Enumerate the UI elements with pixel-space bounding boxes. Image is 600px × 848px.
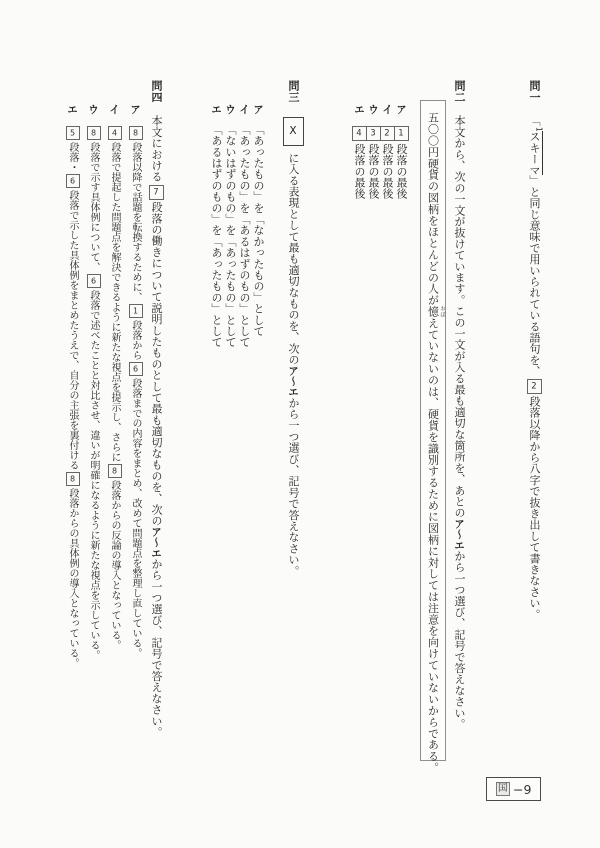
q4-option-u-label: ウ — [87, 104, 99, 115]
q4-option-u — [85, 104, 101, 660]
question-2-label: 問二 — [453, 80, 466, 103]
question-4-text: 本文における7段落の働きについて説明したものとして最も適切なものを、次のア〜エから一つ選び、記号で答えなさい。 — [150, 115, 163, 738]
q3-option-i-label: イ — [238, 104, 250, 115]
q2-option-e-text: 4段落の最後 — [353, 124, 366, 199]
question-3-label: 問三 — [287, 80, 300, 103]
question-4 — [147, 80, 165, 738]
q4-option-a-label: ア — [129, 104, 141, 115]
subject-mark: 国 — [496, 782, 511, 796]
question-3-text: Xに入る表現として最も適切なものを、次のア〜エから一つ選び、記号で答えなさい。 — [287, 115, 300, 576]
q4-option-e-label: エ — [66, 104, 78, 115]
question-2 — [450, 80, 468, 730]
question-1-label: 問一 — [528, 80, 541, 103]
q2-option-e-label: エ — [353, 104, 365, 115]
q4-option-a — [127, 104, 143, 658]
q3-option-a-text: 「あったもの」を「なかったもの」として — [252, 123, 265, 337]
q3-option-e-text: 「あるはずのもの」を「あったもの」として — [210, 123, 223, 348]
q3-option-e — [207, 104, 225, 348]
q4-option-i-label: イ — [108, 104, 120, 115]
question-3 — [284, 80, 302, 577]
page-number-plate — [486, 777, 541, 801]
q2-option-a-text: 1段落の最後 — [395, 124, 408, 199]
question-1-text: 「1スキーマ」と同じ意味で用いられている語句を、2段落以降から八字で抜き出して書きなさい。 — [528, 115, 544, 621]
missing-sentence-text: 五〇〇円硬貨の図柄をほとんどの人が憶 おぼえていないのは、硬貨を識別するために図柄に対しては注意を向けていないからである。 — [426, 112, 445, 774]
q4-option-a-text: 8段落以降で話題を転換するために、1段落から6段落までの内容をまとめ、改めて問題点を整理し直している。 — [130, 124, 141, 658]
q3-option-u-text: 「ないはずのもの」を「あったもの」として — [224, 123, 237, 348]
q2-option-a-label: ア — [395, 104, 407, 115]
q2-option-i-text: 2段落の最後 — [381, 124, 394, 199]
q3-option-e-label: エ — [210, 104, 222, 115]
q2-option-u-text: 3段落の最後 — [367, 124, 380, 199]
q4-option-u-text: 8段落で示す具体例について、6段落で述べたことと対比させ、違いが明確になるように新たな視点を示している。 — [88, 124, 99, 660]
q3-option-i-text: 「あったもの」を「あるはずのもの」として — [238, 123, 251, 348]
question-1 — [526, 80, 543, 620]
q4-option-e-text: 5段落・6段落で示した具体例をまとめたうえで、自分の主張を裏付ける8段落からの具体例の導入となっている。 — [67, 124, 78, 668]
question-2-text: 本文から、次の一文が抜けています。この一文が入る最も適切な箇所を、あとのア〜エから一つ選び、記号で答えなさい。 — [453, 115, 466, 730]
question-4-label: 問四 — [150, 80, 163, 103]
q4-option-i-text: 4段落で提起した問題点を解決できるように新たな視点を提示し、さらに8段落からの反論の導入となっている。 — [109, 124, 120, 650]
q3-option-u-label: ウ — [224, 104, 236, 115]
q2-option-u-label: ウ — [367, 104, 379, 115]
q3-option-a-label: ア — [252, 104, 264, 115]
q4-option-i — [106, 104, 122, 650]
page-number: −9 — [513, 781, 532, 797]
missing-sentence-box — [420, 100, 446, 774]
q2-option-e — [350, 104, 368, 199]
q4-option-e — [64, 104, 80, 668]
q2-option-i-label: イ — [381, 104, 393, 115]
